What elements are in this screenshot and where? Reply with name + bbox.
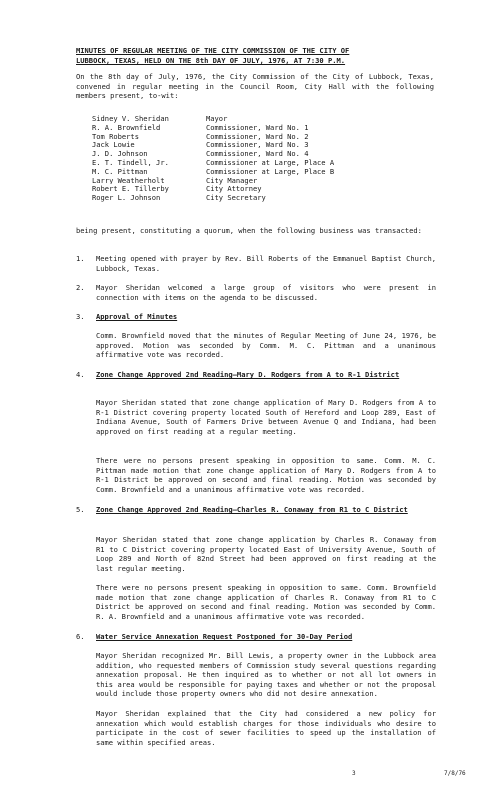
member-row [92, 114, 432, 123]
item-number: 4. [76, 370, 85, 379]
member-title: City Manager [206, 175, 258, 185]
member-row [92, 140, 432, 149]
item-number: 2. [76, 283, 85, 292]
footer-code: 7/8/76 [444, 770, 466, 777]
member-title: Commissioner at Large, Place B [206, 166, 335, 176]
member-name: Tom Roberts [92, 131, 139, 141]
member-row [92, 158, 432, 167]
item-heading: Approval of Minutes [96, 312, 178, 321]
member-row [92, 193, 432, 202]
item-4-text: Mayor Sheridan stated that zone change application of Mary D. Rodgers from A to R-1 District covering property located South of Hereford and Loop 289, East of Indiana Avenue, South of Farmers Drive between Avenue Q and Indiana, had been approved on first reading at a regular meeting. [96, 398, 436, 436]
member-title: Commissioner at Large, Place A [206, 157, 335, 167]
member-title: Commissioner, Ward No. 4 [206, 149, 309, 159]
member-name: Robert E. Tillerby [92, 184, 169, 194]
item-4-continued: There were no persons present speaking in opposition to same. Comm. M. C. Pittman made motion that zone change application of Mary D. Rodgers from A to R-1 District be approved on second and final reading. Motion was seconded by Comm. Brownfield and a unanimous affirmative vote was recorded. [96, 456, 436, 494]
member-name: E. T. Tindell, Jr. [92, 157, 169, 167]
quorum-paragraph: being present, constituting a quorum, when the following business was transacted: [76, 226, 422, 235]
member-title: Commissioner, Ward No. 3 [206, 140, 309, 150]
member-name: Larry Weatherholt [92, 175, 165, 185]
item-number: 1. [76, 254, 85, 263]
item-number: 6. [76, 632, 85, 641]
item-6-continued: Mayor Sheridan explained that the City had considered a new policy for annexation which would establish charges for those individuals who desire to participate in the cost of sewer facilities to speed up the installation of same within specified areas. [96, 709, 436, 747]
member-name: Roger L. Johnson [92, 193, 161, 202]
member-row [92, 123, 432, 132]
page-number: 3 [352, 770, 356, 777]
item-6-text: Mayor Sheridan recognized Mr. Bill Lewis, a property owner in the Lubbock area addition, who requested members of Commission study several questions regarding annexation proposal. He then inquired as to whether or not all lot owners in this area would be responsible for paying taxes and whether or not the proposal would include those property owners who did not desire annexation. [96, 651, 436, 699]
members-list [92, 114, 432, 202]
member-row [92, 176, 432, 185]
agenda-item-3 [76, 312, 436, 322]
member-name: Sidney V. Sheridan [92, 114, 169, 123]
member-name: Jack Lowie [92, 140, 135, 150]
agenda-item-2 [76, 283, 436, 302]
member-title: Commissioner, Ward No. 1 [206, 122, 309, 132]
member-title: Commissioner, Ward No. 2 [206, 131, 309, 141]
member-name: R. A. Brownfield [92, 122, 161, 132]
member-row [92, 149, 432, 158]
item-5-text: Mayor Sheridan stated that zone change application by Charles R. Conaway from R1 to C District covering property located East of University Avenue, South of Loop 289 and North of 82nd Street had been approved on first reading at the last regular meeting. [96, 535, 436, 573]
item-heading: Zone Change Approved 2nd Reading—Mary D. Rodgers from A to R-1 District [96, 370, 400, 379]
member-name: J. D. Johnson [92, 149, 148, 158]
member-title: City Secretary [206, 193, 266, 203]
title-line-1: MINUTES OF REGULAR MEETING OF THE CITY COMMISSION OF THE CITY OF [76, 46, 350, 55]
item-heading: Zone Change Approved 2nd Reading—Charles R. Conaway from R1 to C District [96, 505, 408, 514]
member-row [92, 167, 432, 176]
member-name: M. C. Pittman [92, 166, 148, 176]
item-text: Mayor Sheridan welcomed a large group of visitors who were present in connection with items on the agenda to be discussed. [96, 283, 436, 302]
item-number: 3. [76, 312, 85, 321]
item-3-text: Comm. Brownfield moved that the minutes of Regular Meeting of June 24, 1976, be approved. Motion was seconded by Comm. M. C. Pittman and a unanimous affirmative vote was recorded. [96, 331, 436, 360]
item-5-continued: There were no persons present speaking in opposition to same. Comm. Brownfield made motion that zone change application of Charles R. Conaway from R1 to C District be approved on second and final reading. Motion was seconded by Comm. R. A. Brownfield and a unanimous affirmative vote was recorded. [96, 583, 436, 621]
item-text: Meeting opened with prayer by Rev. Bill Roberts of the Emmanuel Baptist Church, Lubbock, Texas. [96, 254, 436, 273]
intro-paragraph: On the 8th day of July, 1976, the City Commission of the City of Lubbock, Texas, convened in regular meeting in the Council Room, City Hall with the following members present, to-wit: [76, 72, 434, 101]
item-heading: Water Service Annexation Request Postponed for 30-Day Period [96, 632, 353, 641]
minutes-title [76, 46, 436, 65]
agenda-item-1 [76, 254, 436, 273]
member-row [92, 132, 432, 141]
member-title: City Attorney [206, 184, 262, 194]
agenda-item-5 [76, 505, 436, 515]
agenda-item-6 [76, 632, 436, 642]
member-title: Mayor [206, 114, 228, 123]
agenda-item-4 [76, 370, 436, 380]
title-line-2: LUBBOCK, TEXAS, HELD ON THE 8th DAY OF JULY, 1976, AT 7:30 P.M. [76, 55, 346, 65]
member-row [92, 184, 432, 193]
item-number: 5. [76, 505, 85, 514]
